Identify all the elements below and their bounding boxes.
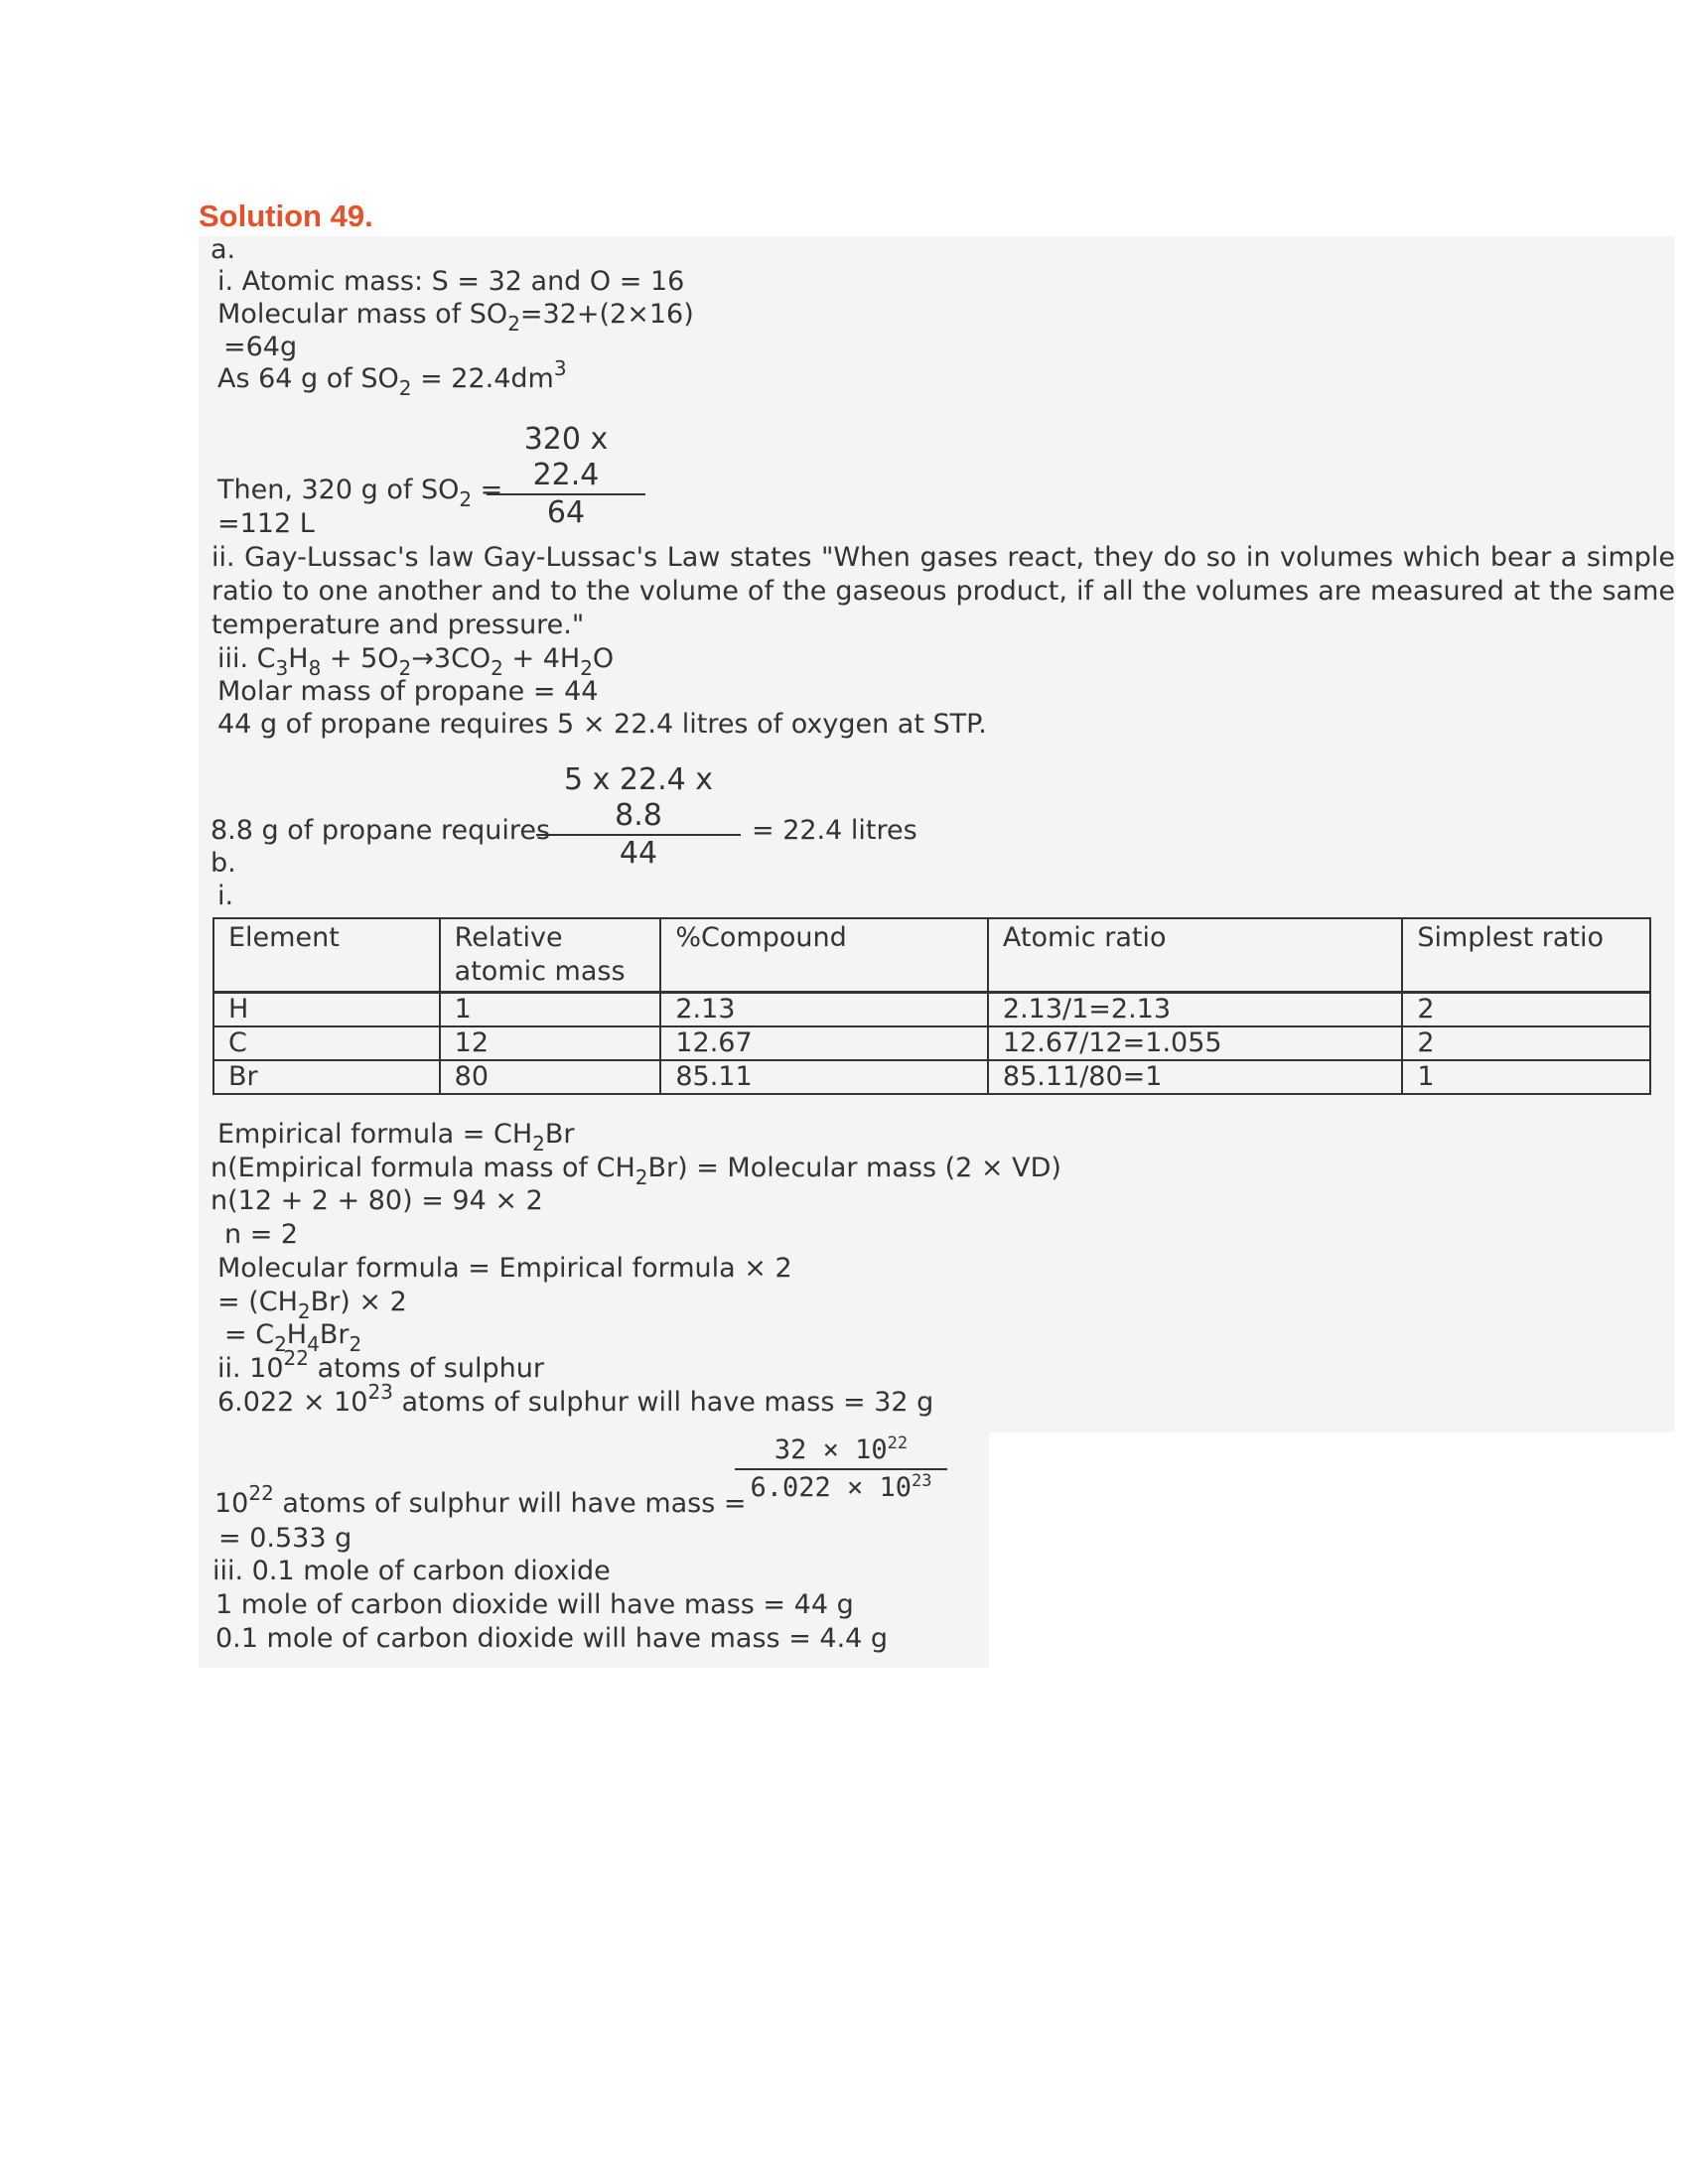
mass-64g-line: =64g: [223, 332, 298, 362]
table-header-row: [213, 918, 1650, 993]
table-cell: 12.67: [660, 1026, 988, 1060]
table-cell: 80: [440, 1060, 661, 1094]
fraction-sulphur: [735, 1433, 947, 1506]
table-cell: 2: [1402, 1026, 1650, 1060]
molecular-mass-line: Molecular mass of $SO_2=32+(2\times 16)$: [217, 299, 694, 336]
table-cell: 12: [440, 1026, 661, 1060]
n-equals-line: n = 2: [224, 1219, 299, 1250]
atomic-mass-line: i. Atomic mass: S = 32 and O = 16: [217, 266, 685, 297]
part-a-label: a.: [211, 234, 236, 265]
table-cell: 12.67/12=1.055: [988, 1026, 1402, 1060]
fraction-320-denominator: 64: [546, 495, 586, 530]
empirical-formula-line: Empirical formula = $CH_2Br$: [217, 1119, 575, 1156]
table-cell: 2.13: [660, 993, 988, 1027]
empirical-formula-table: [212, 917, 1651, 1095]
ch2br-times-2-line: = $(CH_2Br) \times 2$: [217, 1287, 407, 1323]
table-cell: 2.13/1=2.13: [988, 993, 1402, 1027]
fraction-propane-numerator: 5 x 22.4 x 8.8: [564, 762, 713, 833]
part-b-i-label: i.: [217, 881, 234, 911]
fraction-sulphur-denominator: $6.022 \times 10^{23}$: [750, 1471, 932, 1503]
sulphur-atoms-line: ii. $10^{22}$ atoms of sulphur: [217, 1346, 544, 1384]
molar-mass-propane: Molar mass of propane = 44: [217, 676, 599, 707]
table-header-cell: %Compound: [660, 918, 988, 993]
avogadro-line: $6.022 \times 10^{23}$ atoms of sulphur will have mass = 32 g: [217, 1380, 934, 1418]
table-header-cell: Element: [213, 918, 440, 993]
table-cell: 2: [1402, 993, 1650, 1027]
result-0533-line: = 0.533 g: [218, 1523, 352, 1554]
part-b-label: b.: [211, 848, 236, 879]
propane-equation: iii. $C_3H_8 + 5O_2\to 3CO_2 + 4H_2O$: [217, 643, 615, 680]
fraction-propane-denominator: 44: [619, 836, 658, 871]
solution-heading: Solution 49.: [199, 199, 373, 233]
table-row: [213, 993, 1650, 1027]
point-one-mole-co2-line: 0.1 mole of carbon dioxide will have mass = 4.4 g: [215, 1623, 889, 1654]
co2-mole-line: iii. 0.1 mole of carbon dioxide: [212, 1556, 611, 1586]
gay-lussac-paragraph: ii. Gay-Lussac's law Gay-Lussac's Law states "When gases react, they do so in volumes which bear a simple ratio to one another and to the volume of the gaseous product, if all the volumes are measured at the same temperature and pressure.": [211, 542, 1675, 640]
table-row: [213, 1026, 1650, 1060]
table-cell: H: [213, 993, 440, 1027]
propane-requires-line: 44 g of propane requires 5 × 22.4 litres of oxygen at STP.: [217, 709, 987, 740]
propane-8-8-line: 8.8 g of propane requires: [211, 815, 551, 846]
table-cell: 85.11: [660, 1060, 988, 1094]
then-320-line: Then, 320 g of $SO_2$ =: [217, 475, 503, 511]
fraction-320: [487, 422, 645, 531]
c2h4br2-line: = $C_2H_4Br_2$: [224, 1319, 362, 1356]
table-header-cell: Simplest ratio: [1402, 918, 1650, 993]
so2-volume-line: As 64 g of $SO_2 = 22.4dm^3$: [217, 356, 567, 400]
table-cell: Br: [213, 1060, 440, 1094]
table-cell: C: [213, 1026, 440, 1060]
fraction-propane: [536, 762, 741, 872]
table-cell: 1: [1402, 1060, 1650, 1094]
molecular-formula-line: Molecular formula = Empirical formula × 2: [217, 1253, 792, 1284]
table-header-cell: Atomic ratio: [988, 918, 1402, 993]
n-calculation-line: n(12 + 2 + 80) = 94 × 2: [211, 1185, 543, 1216]
table-header-cell: Relative atomic mass: [440, 918, 661, 993]
table-cell: 85.11/80=1: [988, 1060, 1402, 1094]
fraction-sulphur-numerator: $32 \times 10^{22}$: [774, 1433, 909, 1465]
fraction-320-numerator: 320 x 22.4: [523, 422, 609, 492]
table-row: [213, 1060, 1650, 1094]
result-112-line: =112 L: [217, 508, 315, 539]
empirical-mass-line: n(Empirical formula mass of $CH_2Br$) = Molecular mass (2 × VD): [211, 1153, 1061, 1189]
result-litres: = 22.4 litres: [752, 815, 917, 846]
table-cell: 1: [440, 993, 661, 1027]
sulphur-mass-line: $10^{22}$ atoms of sulphur will have mass =: [214, 1481, 747, 1519]
one-mole-co2-line: 1 mole of carbon dioxide will have mass = 44 g: [215, 1589, 854, 1620]
